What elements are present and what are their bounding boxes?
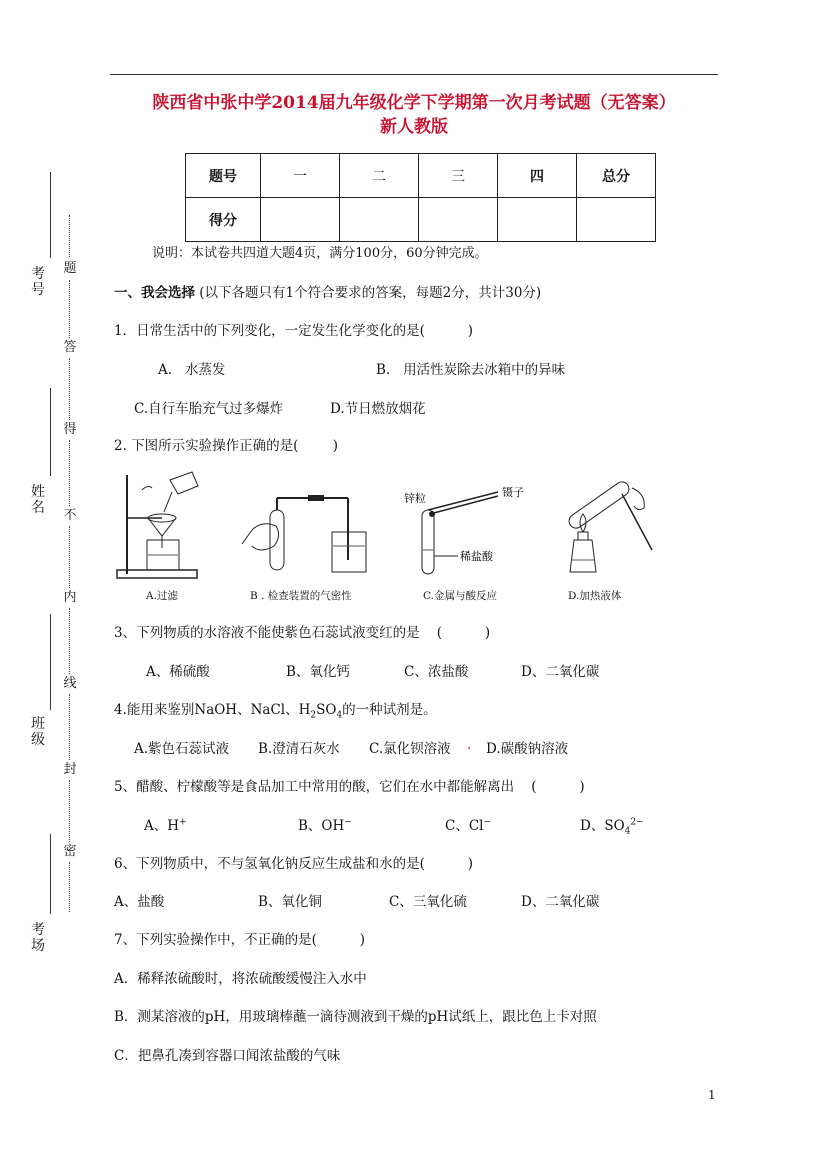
q7-option-c: C．把鼻孔凑到容器口闻浓盐酸的气味 bbox=[114, 1048, 341, 1064]
table-cell: 四 bbox=[498, 154, 577, 198]
q5-c-sup: − bbox=[483, 817, 492, 828]
exam-number-blank[interactable] bbox=[50, 172, 51, 258]
score-input-cell[interactable] bbox=[498, 198, 577, 242]
q5-option-a bbox=[144, 814, 187, 834]
question-2: 2. 下图所示实验操作正确的是( ) bbox=[114, 438, 339, 454]
question-1: 1．日常生活中的下列变化，一定发生化学变化的是( ) bbox=[114, 323, 474, 339]
q1-option-d: D.节日燃放烟花 bbox=[330, 401, 426, 417]
seal-char: 不 bbox=[63, 508, 77, 523]
q5-option-b bbox=[298, 814, 352, 834]
q5-d-sub: 4 bbox=[624, 826, 631, 837]
airtightness-figure bbox=[238, 470, 378, 582]
question-3: 3、下列物质的水溶液不能使紫色石蕊试液变红的是 ( ) bbox=[114, 625, 491, 641]
section-title: 一、我会选择 bbox=[114, 285, 195, 301]
seal-char: 密 bbox=[63, 844, 77, 859]
score-input-cell[interactable] bbox=[261, 198, 340, 242]
page-subtitle: 新人教版 bbox=[380, 117, 448, 137]
q5-b-text: B、OH bbox=[298, 818, 345, 834]
seal-dotted-line bbox=[69, 780, 70, 842]
caption-a: A.过滤 bbox=[146, 590, 178, 602]
score-input-cell[interactable] bbox=[340, 198, 419, 242]
name-blank[interactable] bbox=[50, 388, 51, 476]
q6-option-c: C、三氧化硫 bbox=[389, 894, 467, 910]
q7-option-a: A．稀释浓硫酸时，将浓硫酸缓慢注入水中 bbox=[114, 971, 367, 987]
q6-option-d: D、二氧化碳 bbox=[521, 894, 600, 910]
q3-option-b: B、氧化钙 bbox=[286, 664, 350, 680]
table-cell: 总分 bbox=[577, 154, 656, 198]
q1-option-b: B. 用活性炭除去冰箱中的异味 bbox=[376, 362, 566, 378]
table-cell: 三 bbox=[419, 154, 498, 198]
seal-dotted-line bbox=[69, 526, 70, 588]
q1-option-c: C.自行车胎充气过多爆炸 bbox=[134, 401, 284, 417]
instructions: 说明：本试卷共四道大题4页，满分100分，60分钟完成。 bbox=[152, 246, 488, 261]
q5-option-d bbox=[580, 814, 644, 837]
seal-dotted-line bbox=[69, 440, 70, 506]
seal-dotted-line bbox=[69, 215, 70, 257]
tweezers-label: 镊子 bbox=[502, 486, 524, 499]
q4-stem-post: 的一种试剂是。 bbox=[342, 702, 437, 718]
q4-option-d: D.碳酸钠溶液 bbox=[486, 741, 569, 757]
header-rule bbox=[110, 74, 718, 75]
class-blank[interactable] bbox=[50, 614, 51, 710]
q5-d-text: D、SO bbox=[580, 818, 625, 834]
table-cell: 题号 bbox=[186, 154, 261, 198]
metal-acid-figure bbox=[400, 470, 530, 582]
q5-b-sup: − bbox=[344, 817, 352, 828]
q3-option-c: C、浓盐酸 bbox=[404, 664, 469, 680]
q4-stem-mid: SO bbox=[316, 702, 337, 718]
exam-room-blank[interactable] bbox=[50, 834, 51, 914]
caption-b: B . 检查装置的气密性 bbox=[250, 590, 352, 602]
seal-dotted-line bbox=[69, 280, 70, 338]
section-heading bbox=[114, 281, 541, 301]
caption-c: C.金属与酸反应 bbox=[423, 590, 497, 602]
table-cell: 得分 bbox=[186, 198, 261, 242]
seal-dotted-line bbox=[69, 358, 70, 420]
field-label: 姓名 bbox=[31, 484, 45, 516]
question-6: 6、下列物质中，不与氢氧化钠反应生成盐和水的是( ) bbox=[114, 856, 474, 872]
q6-option-a: A、盐酸 bbox=[114, 894, 165, 910]
zinc-label: 锌粒 bbox=[404, 492, 426, 505]
table-row bbox=[186, 198, 656, 242]
q5-a-text: A、H bbox=[144, 818, 180, 834]
seal-dotted-line bbox=[69, 694, 70, 760]
q4-sub-2: 4 bbox=[336, 710, 343, 721]
q7-option-b: B．测某溶液的pH，用玻璃棒蘸一滴待测液到干燥的pH试纸上，跟比色上卡对照 bbox=[114, 1009, 597, 1025]
table-cell: 一 bbox=[261, 154, 340, 198]
seal-char: 封 bbox=[63, 762, 77, 777]
q4-option-a: A.紫色石蕊试液 bbox=[134, 741, 230, 757]
q4-option-c: C.氯化钡溶液 bbox=[369, 741, 451, 757]
section-desc: (以下各题只有1个符合要求的答案，每题2分，共计30分) bbox=[195, 285, 542, 301]
page-number: 1 bbox=[708, 1088, 716, 1102]
field-label: 考号 bbox=[31, 266, 45, 298]
seal-char: 答 bbox=[63, 340, 77, 355]
q5-c-text: C、Cl bbox=[445, 818, 484, 834]
seal-char: 内 bbox=[63, 590, 77, 605]
field-class bbox=[29, 716, 47, 748]
table-row bbox=[186, 154, 656, 198]
seal-char: 得 bbox=[63, 422, 77, 437]
seal-char: 题 bbox=[63, 261, 77, 276]
field-exam-room bbox=[29, 922, 47, 954]
filtration-figure bbox=[112, 470, 202, 582]
score-input-cell[interactable] bbox=[419, 198, 498, 242]
q3-option-d: D、二氧化碳 bbox=[521, 664, 600, 680]
page-title: 陕西省中张中学2014届九年级化学下学期第一次月考试题（无答案） bbox=[152, 93, 676, 113]
heating-liquid-figure bbox=[552, 470, 662, 582]
seal-char: 线 bbox=[63, 676, 77, 691]
q4-option-b: B.澄清石灰水 bbox=[258, 741, 340, 757]
field-label: 班级 bbox=[31, 716, 45, 748]
score-table bbox=[185, 153, 656, 242]
question-4 bbox=[114, 698, 437, 721]
field-exam-number bbox=[29, 266, 47, 298]
caption-d: D.加热液体 bbox=[568, 590, 622, 602]
q4-sub-1: 2 bbox=[310, 710, 317, 721]
q5-a-sup: + bbox=[179, 817, 187, 828]
score-input-cell[interactable] bbox=[577, 198, 656, 242]
q3-option-a: A、稀硫酸 bbox=[146, 664, 210, 680]
q1-option-a: A. 水蒸发 bbox=[158, 362, 226, 378]
q4-red-dot: . bbox=[467, 737, 472, 753]
q5-option-c bbox=[445, 814, 491, 834]
q5-d-sup: 2− bbox=[630, 817, 644, 828]
field-label: 考场 bbox=[31, 922, 45, 954]
field-name bbox=[29, 484, 47, 516]
seal-dotted-line bbox=[69, 608, 70, 674]
q4-stem-pre: 4.能用来鉴别NaOH、NaCl、H bbox=[114, 702, 311, 718]
question-7: 7、下列实验操作中，不正确的是( ) bbox=[114, 932, 366, 948]
q6-option-b: B、氧化铜 bbox=[258, 894, 322, 910]
acid-label: 稀盐酸 bbox=[460, 550, 493, 563]
table-cell: 二 bbox=[340, 154, 419, 198]
question-5: 5、醋酸、柠檬酸等是食品加工中常用的酸，它们在水中都能解离出 ( ) bbox=[114, 779, 585, 795]
seal-dotted-line bbox=[69, 862, 70, 912]
